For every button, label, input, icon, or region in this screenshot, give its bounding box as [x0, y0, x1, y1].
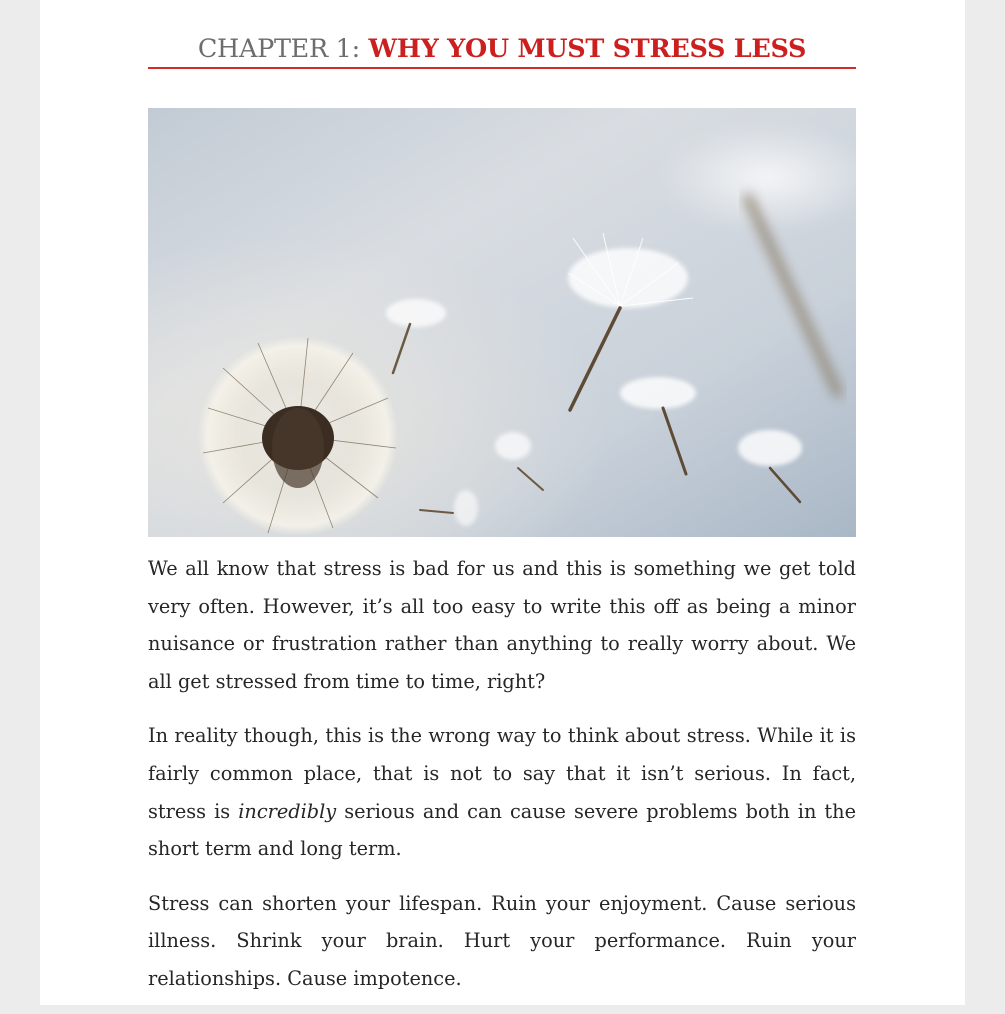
paragraph-1: We all know that stress is bad for us and this is something we get told very often. However, it’s all too easy to write this off as being a minor nuisance or frustration rather than anything to really worry about. We all get stressed from time to time, right?	[148, 557, 856, 694]
paragraph-2-emphasis: incredibly	[238, 799, 337, 823]
body-text	[148, 550, 856, 1014]
document-page	[40, 0, 965, 1005]
paragraph-2-start: In reality though, this is the wrong way to think about stress. While it is fairly common place, that is not to say that it isn’t serious. In fact, stress is	[148, 724, 856, 823]
chapter-heading	[148, 31, 856, 69]
chapter-title: WHY YOU MUST STRESS LESS	[368, 34, 807, 65]
paragraph-2-end: serious and can cause severe problems both in the short term and long term.	[148, 799, 856, 861]
dandelion-photo	[148, 108, 856, 537]
chapter-label: CHAPTER 1:	[197, 34, 360, 65]
paragraph-3: Stress can shorten your lifespan. Ruin your enjoyment. Cause serious illness. Shrink your brain. Hurt your performance. Ruin your relationships. Cause impotence.	[148, 891, 856, 991]
paragraph-2	[148, 717, 856, 868]
dandelion-seeds-blowing-icon	[148, 108, 856, 537]
